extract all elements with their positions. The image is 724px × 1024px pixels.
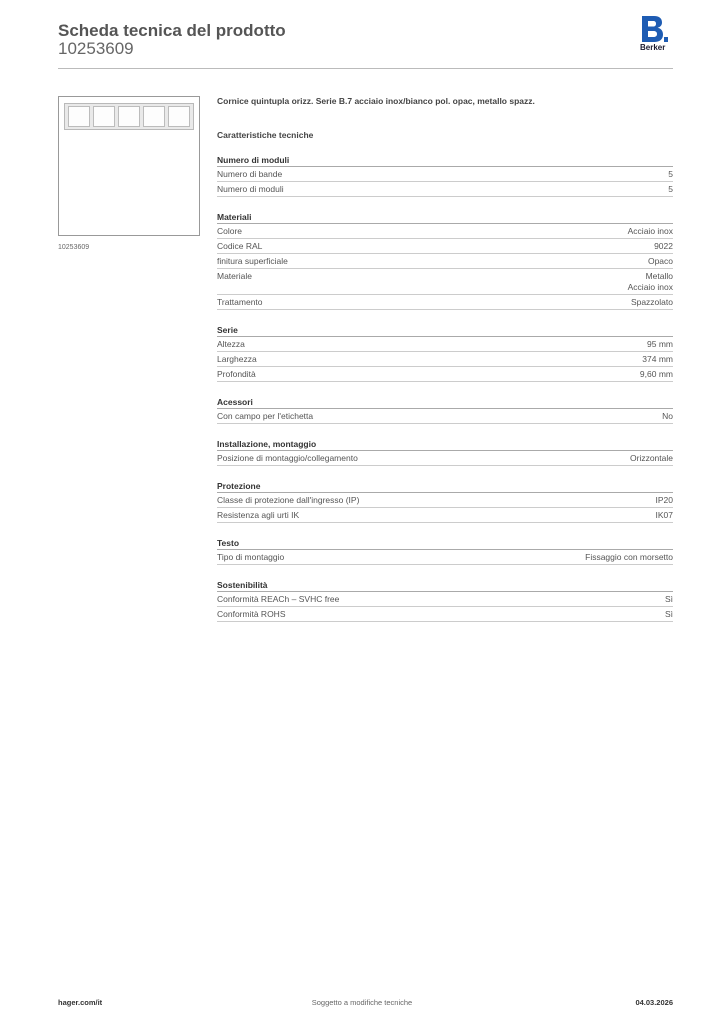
spec-value: 9022 (654, 241, 673, 251)
spec-row (217, 607, 673, 622)
footer-date: 04.03.2026 (635, 998, 673, 1007)
spec-label: Conformità ROHS (217, 609, 286, 619)
spec-value: Acciaio inox (627, 226, 673, 236)
spec-value: Metallo Acciaio inox (627, 271, 673, 292)
image-caption: 10253609 (58, 244, 90, 251)
spec-row (217, 295, 673, 310)
spec-value: Orizzontale (630, 453, 673, 463)
spec-label: Colore (217, 226, 243, 236)
spec-value: IK07 (655, 510, 673, 520)
spec-row (217, 550, 673, 565)
spec-group-title: Numero di moduli (217, 155, 673, 167)
spec-value: 9,60 mm (639, 369, 673, 379)
spec-group (217, 481, 673, 523)
spec-value: Opaco (647, 256, 673, 266)
header-divider (58, 68, 673, 69)
spec-value: No (662, 411, 673, 421)
spec-group (217, 155, 673, 197)
spec-group (217, 325, 673, 382)
spec-group-title: Protezione (217, 481, 673, 493)
spec-label: Conformità REACh – SVHC free (217, 594, 340, 604)
spec-group-title: Testo (217, 538, 673, 550)
spec-label: Resistenza agli urti IK (217, 510, 300, 520)
spec-group-title: Sostenibilità (217, 580, 673, 592)
product-code: 10253609 (58, 39, 134, 58)
spec-label: Trattamento (217, 297, 263, 307)
five-gang-frame-illustration (64, 103, 194, 130)
spec-label: Materiale (217, 271, 252, 281)
berker-logo (640, 16, 674, 52)
spec-label: Numero di bande (217, 169, 283, 179)
spec-row (217, 167, 673, 182)
berker-b-icon (640, 16, 674, 42)
spec-label: Classe di protezione dall'ingresso (IP) (217, 495, 360, 505)
spec-group (217, 439, 673, 466)
spec-row (217, 254, 673, 269)
spec-row (217, 224, 673, 239)
spec-label: Tipo di montaggio (217, 552, 285, 562)
spec-group-title: Materiali (217, 212, 673, 224)
spec-row (217, 182, 673, 197)
spec-value: 5 (668, 184, 673, 194)
spec-value: 95 mm (647, 339, 673, 349)
brand-name: Berker (640, 43, 666, 52)
spec-sheet (217, 96, 673, 622)
spec-row (217, 239, 673, 254)
specs-heading: Caratteristiche tecniche (217, 130, 314, 140)
spec-value: Sì (664, 609, 673, 619)
product-description: Cornice quintupla orizz. Serie B.7 acciaio inox/bianco pol. opac, metallo spazz. (217, 96, 535, 106)
footer-note: Soggetto a modifiche tecniche (311, 998, 413, 1007)
spec-value: IP20 (655, 495, 673, 505)
spec-label: Codice RAL (217, 241, 263, 251)
spec-group-title: Serie (217, 325, 673, 337)
spec-label: finitura superficiale (217, 256, 288, 266)
spec-label: Numero di moduli (217, 184, 284, 194)
product-image (58, 96, 200, 236)
spec-row (217, 352, 673, 367)
spec-row (217, 269, 673, 295)
spec-label: Larghezza (217, 354, 257, 364)
spec-label: Posizione di montaggio/collegamento (217, 453, 358, 463)
spec-value: Spazzolato (630, 297, 673, 307)
spec-value: 374 mm (642, 354, 673, 364)
spec-value: Sì (664, 594, 673, 604)
spec-group-title: Installazione, montaggio (217, 439, 673, 451)
spec-row (217, 451, 673, 466)
spec-row (217, 409, 673, 424)
spec-row (217, 337, 673, 352)
spec-row (217, 367, 673, 382)
footer-website: hager.com/it (58, 998, 103, 1007)
spec-group (217, 580, 673, 622)
spec-row (217, 592, 673, 607)
spec-row (217, 508, 673, 523)
spec-group (217, 212, 673, 310)
page-title: Scheda tecnica del prodotto (58, 21, 286, 40)
spec-group-title: Acessori (217, 397, 673, 409)
spec-label: Altezza (217, 339, 245, 349)
spec-groups (217, 155, 673, 622)
spec-value: Fissaggio con morsetto (585, 552, 673, 562)
spec-label: Profondità (217, 369, 256, 379)
spec-label: Con campo per l'etichetta (217, 411, 314, 421)
spec-group (217, 397, 673, 424)
spec-value: 5 (668, 169, 673, 179)
spec-group (217, 538, 673, 565)
spec-row (217, 493, 673, 508)
